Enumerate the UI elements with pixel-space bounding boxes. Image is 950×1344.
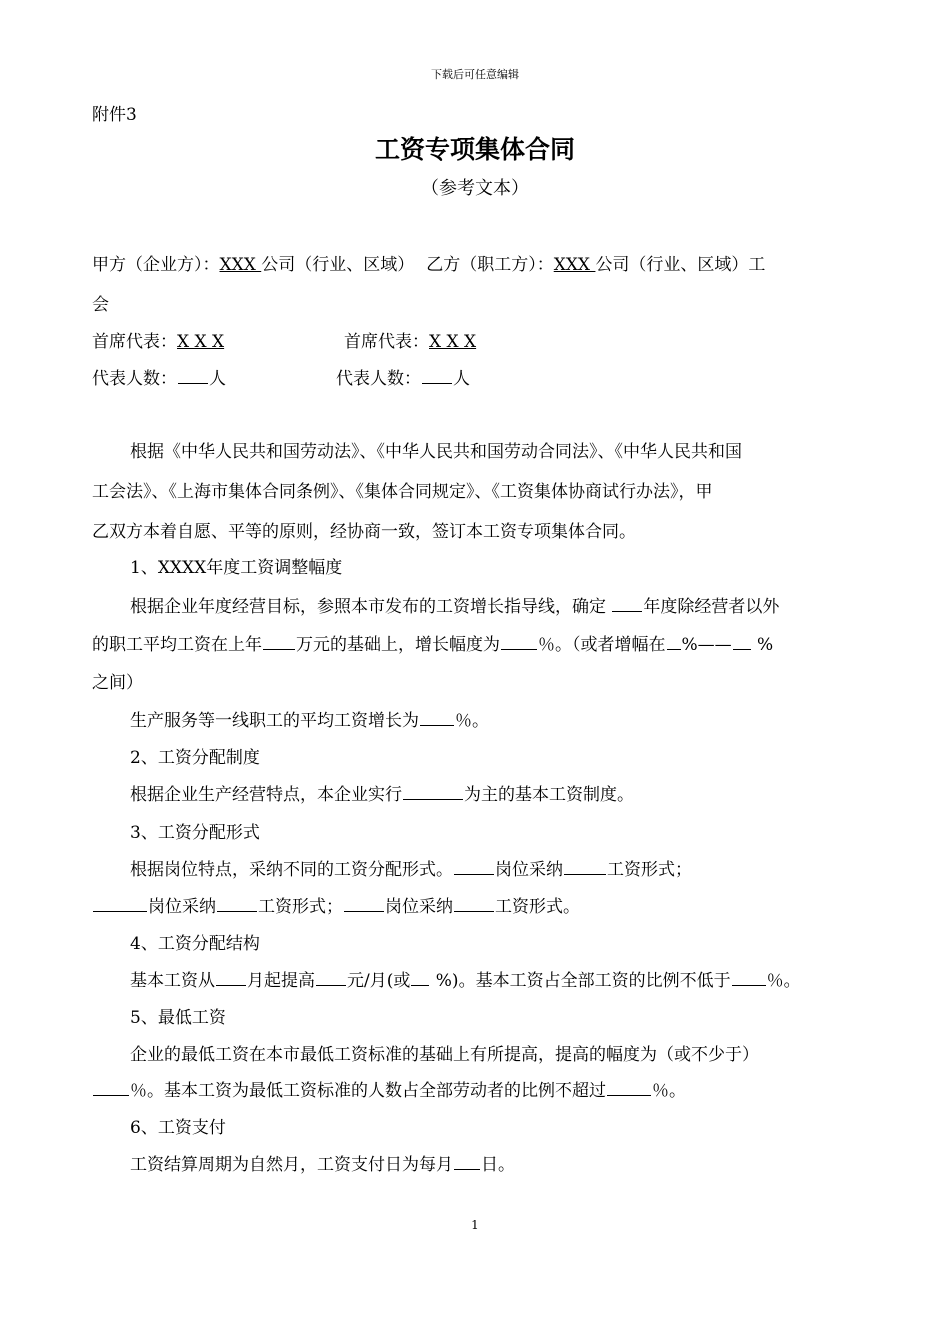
text: 根据企业生产经营特点，本企业实行 bbox=[130, 785, 402, 805]
preamble-line: 工会法》、《上海市集体合同条例》、《集体合同规定》、《工资集体协商试行办法》，甲 bbox=[92, 482, 713, 502]
preamble-line: 根据《中华人民共和国劳动法》、《中华人民共和国劳动合同法》、《中华人民共和国 bbox=[130, 442, 742, 462]
text: 工资形式； bbox=[607, 860, 692, 880]
blank-field[interactable] bbox=[178, 368, 208, 384]
text: %—— bbox=[681, 635, 732, 655]
text: 为主的基本工资制度。 bbox=[464, 785, 634, 805]
party-a-rep bbox=[92, 327, 224, 352]
party-b-rep bbox=[344, 327, 476, 352]
party-a-count-unit: 人 bbox=[209, 369, 226, 389]
text: 岗位采纳 bbox=[495, 860, 563, 880]
section-2-heading: 2、工资分配制度 bbox=[130, 748, 260, 768]
blank-field[interactable] bbox=[411, 970, 429, 986]
blank-field[interactable] bbox=[454, 1154, 480, 1170]
blank-field[interactable] bbox=[216, 970, 246, 986]
section-1-para: 之间） bbox=[92, 673, 143, 693]
text: ％。 bbox=[652, 1081, 686, 1101]
party-b-count-label: 代表人数： bbox=[336, 369, 421, 389]
party-b-name-wrap: 会 bbox=[92, 295, 109, 315]
blank-field[interactable] bbox=[422, 368, 452, 384]
text: 日。 bbox=[481, 1155, 515, 1175]
section-5-heading: 5、最低工资 bbox=[130, 1008, 226, 1028]
text: 工资形式。 bbox=[495, 897, 580, 917]
party-b-count bbox=[336, 364, 470, 389]
text: ％。 bbox=[455, 711, 489, 731]
text: % bbox=[751, 635, 774, 655]
party-a-name-rest: 公司（行业、区域） bbox=[261, 255, 415, 275]
blank-field[interactable] bbox=[667, 634, 681, 650]
party-b-name: XXX bbox=[553, 255, 596, 275]
blank-field[interactable] bbox=[420, 710, 454, 726]
section-1-para bbox=[130, 592, 779, 617]
blank-field[interactable] bbox=[564, 859, 606, 875]
text: ％。 bbox=[766, 971, 801, 991]
page-header: 下载后可任意编辑 bbox=[431, 68, 519, 81]
text: 岗位采纳 bbox=[148, 897, 216, 917]
party-b-name-rest: 公司（行业、区域）工 bbox=[595, 255, 766, 275]
section-4-para bbox=[130, 966, 801, 991]
text: 月起提高 bbox=[247, 971, 315, 991]
blank-field[interactable] bbox=[454, 896, 494, 912]
blank-field[interactable] bbox=[733, 634, 751, 650]
text: 根据岗位特点，采纳不同的工资分配形式。 bbox=[130, 860, 453, 880]
party-a-name: XXX bbox=[219, 255, 262, 275]
text: %)。基本工资占全部工资的比例不低于 bbox=[430, 971, 731, 991]
parties-line bbox=[92, 250, 765, 275]
text: 岗位采纳 bbox=[385, 897, 453, 917]
party-b-rep-label: 首席代表： bbox=[344, 332, 429, 352]
page-number: 1 bbox=[471, 1218, 479, 1232]
party-a-rep-name: X X X bbox=[177, 332, 225, 352]
blank-field[interactable] bbox=[612, 596, 642, 612]
party-a-count-label: 代表人数： bbox=[92, 369, 177, 389]
blank-field[interactable] bbox=[217, 896, 257, 912]
text: 工资结算周期为自然月，工资支付日为每月 bbox=[130, 1155, 453, 1175]
annex-label: 附件3 bbox=[92, 105, 137, 125]
section-5-para bbox=[92, 1076, 686, 1101]
party-a-count bbox=[92, 364, 226, 389]
text: 生产服务等一线职工的平均工资增长为 bbox=[130, 711, 419, 731]
section-1-para bbox=[92, 630, 773, 655]
party-b-rep-name: X X X bbox=[429, 332, 477, 352]
party-b-count-unit: 人 bbox=[453, 369, 470, 389]
blank-field[interactable] bbox=[732, 970, 766, 986]
blank-field[interactable] bbox=[263, 634, 295, 650]
blank-field[interactable] bbox=[454, 859, 494, 875]
section-6-para bbox=[130, 1150, 515, 1175]
document-subtitle: （参考文本） bbox=[421, 178, 529, 199]
party-a-rep-label: 首席代表： bbox=[92, 332, 177, 352]
section-2-para bbox=[130, 780, 634, 805]
section-5-para: 企业的最低工资在本市最低工资标准的基础上有所提高，提高的幅度为（或不少于） bbox=[130, 1045, 759, 1065]
text: 根据企业年度经营目标，参照本市发布的工资增长指导线，确定 bbox=[130, 597, 612, 617]
text: 基本工资从 bbox=[130, 971, 215, 991]
section-3-para bbox=[130, 855, 692, 880]
blank-field[interactable] bbox=[403, 784, 463, 800]
section-3-para bbox=[92, 892, 580, 917]
text: 年度除经营者以外 bbox=[643, 597, 780, 617]
document-title: 工资专项集体合同 bbox=[374, 135, 575, 164]
text: ％。基本工资为最低工资标准的人数占全部劳动者的比例不超过 bbox=[130, 1081, 606, 1101]
section-1-para bbox=[130, 706, 489, 731]
text: 工资形式； bbox=[258, 897, 343, 917]
section-3-heading: 3、工资分配形式 bbox=[130, 823, 260, 843]
blank-field[interactable] bbox=[344, 896, 384, 912]
section-1-heading: 1、XXXX年度工资调整幅度 bbox=[130, 558, 343, 578]
text: 元/月(或 bbox=[347, 971, 411, 991]
text: 的职工平均工资在上年 bbox=[92, 635, 262, 655]
blank-field[interactable] bbox=[501, 634, 537, 650]
text: 万元的基础上，增长幅度为 bbox=[296, 635, 500, 655]
party-b-label: 乙方（职工方）： bbox=[426, 255, 554, 275]
blank-field[interactable] bbox=[316, 970, 346, 986]
blank-field[interactable] bbox=[607, 1080, 651, 1096]
section-4-heading: 4、工资分配结构 bbox=[130, 934, 260, 954]
blank-field[interactable] bbox=[93, 1080, 129, 1096]
section-6-heading: 6、工资支付 bbox=[130, 1118, 226, 1138]
text: ％。（或者增幅在 bbox=[538, 635, 666, 655]
party-a-label: 甲方（企业方）： bbox=[92, 255, 220, 275]
blank-field[interactable] bbox=[93, 896, 147, 912]
preamble-line: 乙双方本着自愿、平等的原则，经协商一致，签订本工资专项集体合同。 bbox=[92, 522, 636, 542]
